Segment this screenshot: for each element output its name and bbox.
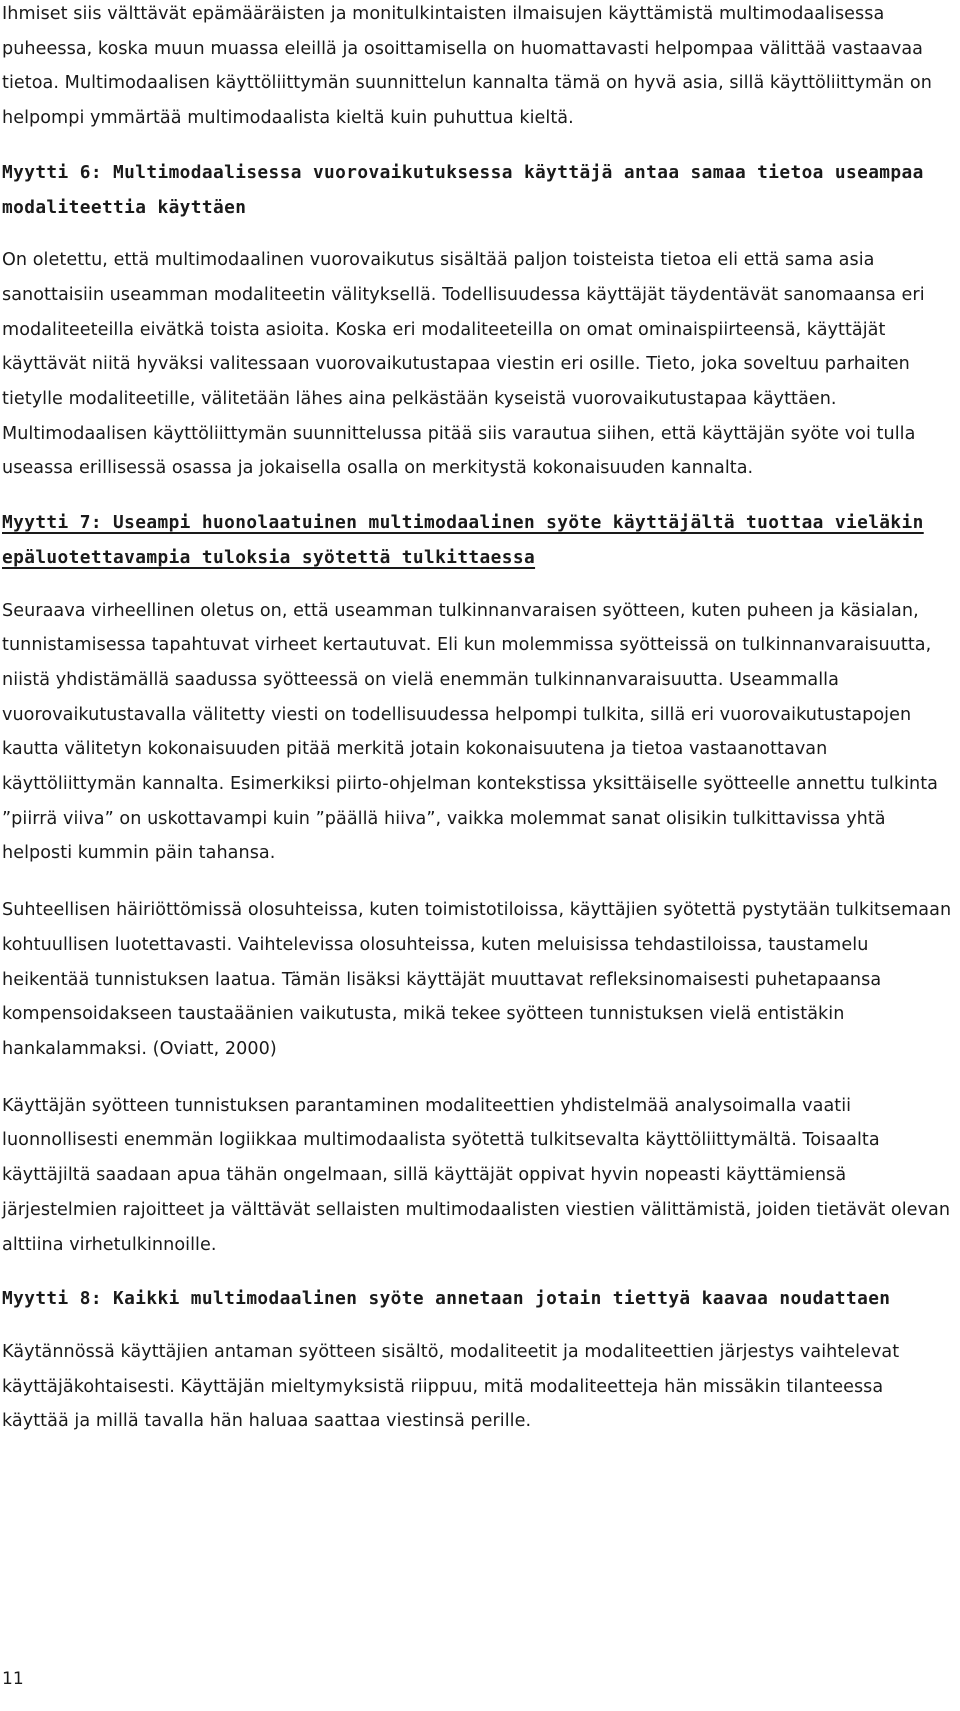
paragraph-myth-7-c: Käyttäjän syötteen tunnistuksen parantaminen modaliteettien yhdistelmää analysoimalla vaatii luonnollisesti enemmän logiikkaa multimodaalista syötettä tulkitsevalta käyttöliittymältä. Toisaalta käyttäjiltä saadaan apua tähän ongelmaan, sillä käyttäjät oppivat hyvin nopeasti käyttämiensä järjestelmien rajoitteet ja välttävät sellaisten multimodaalisten viestien välittämistä, joiden tietävät olevan alttiina virhetulkinnoille.: [2, 1095, 951, 1255]
page-number: 11: [2, 1669, 24, 1689]
paragraph-myth-6: On oletettu, että multimodaalinen vuorovaikutus sisältää paljon toisteista tietoa eli että sama asia sanottaisiin useamman modaliteetin välityksellä. Todellisuudessa käyttäjät täydentävät sanomaansa eri modaliteeteilla eivätkä toista asioita. Koska eri modaliteeteilla on omat ominaispiirteensä, käyttäjät käyttävät niitä hyväksi valitessaan vuorovaikutustapaa viestin eri osille. Tieto, joka soveltuu parhaiten tietylle modaliteetille, välitetään lähes aina pelkästään kyseistä vuorovaikutustapaa käyttäen. Multimodaalisen käyttöliittymän suunnittelussa pitää siis varautua siihen, että käyttäjän syöte voi tulla useassa erillisessä osassa ja jokaisella osalla on merkitystä kokonaisuuden kannalta.: [2, 250, 925, 479]
heading-myth-7: Myytti 7: Useampi huonolaatuinen multimodaalinen syöte käyttäjältä tuottaa vieläkin epäluotettavampia tuloksia syötettä tulkittaessa: [2, 512, 924, 568]
paragraph-myth-7-a: Seuraava virheellinen oletus on, että useamman tulkinnanvaraisen syötteen, kuten puheen ja käsialan, tunnistamisessa tapahtuvat virheet kertautuvat. Eli kun molemmissa syötteissä on tulkinnanvaraisuutta, niistä yhdistämällä saadussa syötteessä on vielä enemmän tulkinnanvaraisuutta. Useammalla vuorovaikutustavalla välitetty viesti on todellisuudessa helpompi tulkita, sillä eri vuorovaikutustapojen kautta välitetyn kokonaisuuden pitää merkitä jotain kokonaisuutena ja tietoa vastaanottavan käyttöliittymän kannalta. Esimerkiksi piirto-ohjelman kontekstissa yksittäiselle syötteelle annettu tulkinta ”piirrä viiva” on uskottavampi kuin ”päällä hiiva”, vaikka molemmat sanat olisikin tulkittavissa yhtä helposti kummin päin tahansa.: [2, 600, 938, 864]
heading-myth-8: Myytti 8: Kaikki multimodaalinen syöte annetaan jotain tiettyä kaavaa noudattaen: [2, 1288, 891, 1310]
heading-myth-6: Myytti 6: Multimodaalisessa vuorovaikutuksessa käyttäjä antaa samaa tietoa useampaa modaliteettia käyttäen: [2, 161, 924, 218]
paragraph-myth-8: Käytännössä käyttäjien antaman syötteen sisältö, modaliteetit ja modaliteettien järjestys vaihtelevat käyttäjäkohtaisesti. Käyttäjän mieltymyksistä riippuu, mitä modaliteetteja hän missäkin tilanteessa käyttää ja millä tavalla hän haluaa saattaa viestinsä perille.: [2, 1341, 900, 1432]
paragraph-myth-7-b: Suhteellisen häiriöttömissä olosuhteissa, kuten toimistotiloissa, käyttäjien syötettä pystytään tulkitsemaan kohtuullisen luotettavasti. Vaihtelevissa olosuhteissa, kuten meluisissa tehdastiloissa, taustamelu heikentää tunnistuksen laatua. Tämän lisäksi käyttäjät muuttavat refleksinomaisesti puhetapaansa kompensoidakseen taustaäänien vaikutusta, mikä tekee syötteen tunnistuksen vielä entistäkin hankalammaksi. (Oviatt, 2000): [2, 900, 952, 1059]
paragraph-intro: Ihmiset siis välttävät epämääräisten ja monitulkintaisten ilmaisujen käyttämistä multimodaalisessa puheessa, koska muun muassa eleillä ja osoittamisella on huomattavasti helpompaa välittää vastaavaa tietoa. Multimodaalisen käyttöliittymän suunnittelun kannalta tämä on hyvä asia, sillä käyttöliittymän on helpompi ymmärtää multimodaalista kieltä kuin puhuttua kieltä.: [2, 4, 932, 129]
